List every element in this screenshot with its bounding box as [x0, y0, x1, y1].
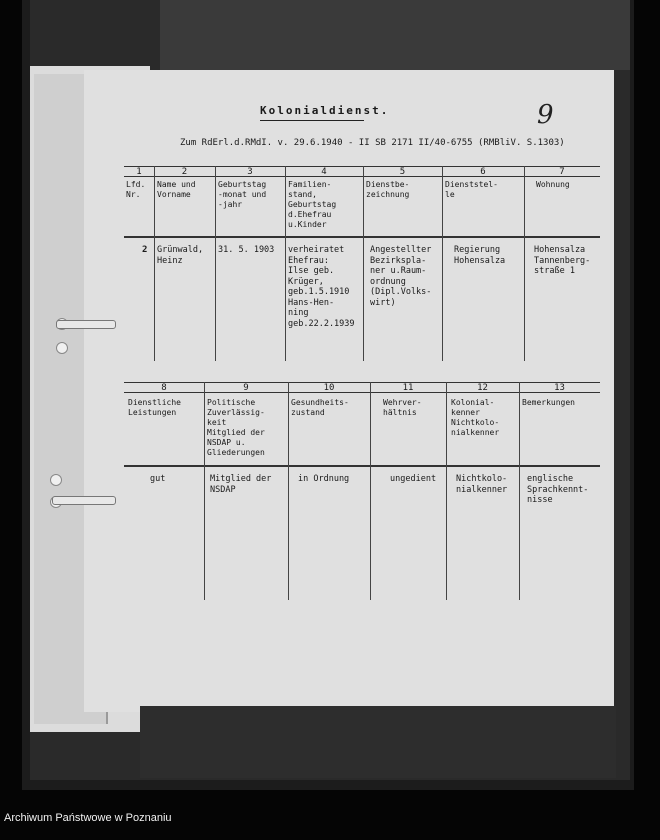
column-number: 7 — [559, 167, 565, 177]
column-number: 5 — [399, 167, 406, 177]
column-number: 8 — [161, 383, 167, 393]
column-number: 4 — [321, 167, 327, 177]
column-number: 12 — [477, 383, 488, 393]
table-divider — [154, 166, 155, 361]
column-number: 2 — [181, 167, 188, 177]
sheet-shadow — [140, 706, 616, 778]
cell-wehr: ungedient — [390, 474, 437, 484]
header-wohnung: Wohnung — [536, 180, 570, 189]
header-kolonial: Kolonial- kenner Nichtkolo- nialkenner — [451, 398, 500, 437]
header-dienstbezeichnung: Dienstbe- zeichnung — [366, 180, 410, 199]
cell-bemerkungen: englische Sprachkennt- nisse — [527, 474, 589, 505]
column-number: 1 — [136, 167, 142, 177]
header-gesundheit: Gesundheits- zustand — [291, 398, 349, 417]
table-divider — [288, 382, 289, 600]
cell-dienstbezeichnung: Angestellter Bezirkspla- ner u.Raum- ordnung (Dipl.Volks- wirt) — [370, 245, 432, 308]
column-number: 6 — [480, 167, 486, 177]
archive-watermark: Archiwum Państwowe w Poznaniu — [4, 812, 172, 824]
cell-familienstand: verheiratet Ehefrau: Ilse geb. Krüger, geb.1.5.1910 Hans-Hen- ning geb.22.2.1939 — [288, 245, 355, 329]
header-familienstand: Familien- stand, Geburtstag d.Ehefrau u.Kinder — [288, 180, 337, 229]
cell-lfd-nr: 2 — [142, 245, 148, 255]
table-divider — [446, 382, 447, 600]
binder-hole-icon — [50, 474, 62, 486]
header-bemerkungen: Bemerkungen — [522, 398, 575, 407]
cell-name: Grünwald, Heinz — [157, 245, 204, 266]
column-number: 10 — [323, 383, 335, 393]
header-leistungen: Dienstliche Leistungen — [128, 398, 181, 417]
cell-gesundheit: in Ordnung — [298, 474, 350, 484]
document-title: Kolonialdienst. — [260, 104, 390, 117]
folder-backing-top — [160, 0, 630, 70]
header-name: Name und Vorname — [157, 180, 196, 199]
header-politisch: Politische Zuverlässig- keit Mitglied der NSDAP u. Gliederungen — [207, 398, 265, 457]
handwritten-page-number: 9 — [537, 100, 554, 130]
table-rule — [124, 236, 600, 238]
table-divider — [370, 382, 371, 600]
cell-wohnung: Hohensalza Tannenberg- straße 1 — [534, 245, 591, 276]
title-underline — [260, 120, 364, 121]
table-divider — [442, 166, 443, 361]
table-rule — [124, 465, 600, 467]
table-divider — [524, 166, 525, 361]
document-content — [84, 70, 614, 712]
personnel-table-1 — [124, 166, 600, 361]
cell-geburtstag: 31. 5. 1903 — [218, 245, 275, 255]
header-dienststelle: Dienststel- le — [445, 180, 498, 199]
header-geburtstag: Geburtstag -monat und -jahr — [218, 180, 267, 209]
table-divider — [285, 166, 286, 361]
binder-hole-icon — [56, 342, 68, 354]
document-reference: Zum RdErl.d.RMdI. v. 29.6.1940 - II SB 2171 II/40-6755 (RMBliV. S.1303) — [180, 138, 565, 148]
column-number: 11 — [402, 383, 414, 393]
header-wehr: Wehrver- hältnis — [383, 398, 422, 417]
personnel-table-2 — [124, 382, 600, 600]
cell-leistungen: gut — [150, 474, 166, 484]
header-lfd-nr: Lfd. Nr. — [126, 180, 146, 199]
table-divider — [215, 166, 216, 361]
cell-politisch: Mitglied der NSDAP — [210, 474, 272, 495]
column-number: 13 — [554, 383, 565, 393]
cell-dienststelle: Regierung Hohensalza — [454, 245, 506, 266]
column-number: 3 — [247, 167, 253, 177]
table-divider — [363, 166, 364, 361]
table-divider — [519, 382, 520, 600]
table-divider — [204, 382, 205, 600]
column-number: 9 — [243, 383, 249, 393]
cell-kolonial: Nichtkolo- nialkenner — [456, 474, 508, 495]
